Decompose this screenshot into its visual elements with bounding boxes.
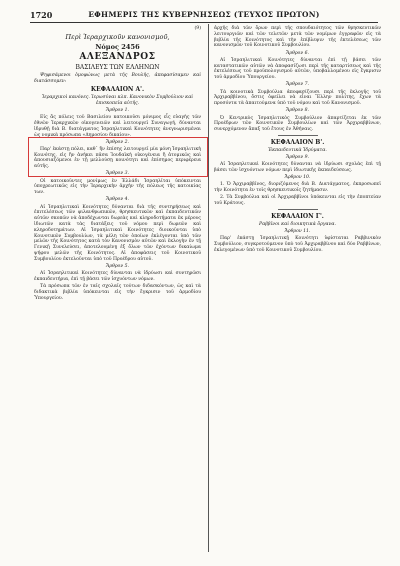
chapter-c: ΚΕΦΑΛΑΙΟΝ Γ'. bbox=[271, 212, 324, 220]
article-11-title: Ἄρθρον 11. bbox=[284, 228, 311, 234]
page-header bbox=[30, 10, 378, 22]
article-9-title: Ἄρθρον 9. bbox=[286, 154, 309, 160]
article-2-text: Παρ' ἑκάστῃ πόλει, καθ᾽ ἣν ἐπίσης λειτουργεῖ μία μόνη Ἱσραηλιτικὴ Κοινότης, εἰς ἣν ἀνήκει πᾶσα Ἰουδαϊκὴ οἰκογένεια ἢ ἀτομικῶς καὶ ἀπουσιαζόμενοι ἐν τῇ μελλούσῃ κοινότητι καὶ ἐπίσημος περιφέρεια αὐτῆς. bbox=[34, 146, 201, 170]
section-separator bbox=[278, 209, 318, 210]
article-2-title: Ἄρθρον 2. bbox=[106, 139, 129, 145]
chapter-b-title: Ἐκπαιδευτικὰ Ἱδρύματα. bbox=[268, 147, 327, 153]
article-1-title: Ἄρθρον 1. bbox=[106, 107, 129, 113]
column-divider bbox=[208, 24, 209, 552]
chapter-a-title: Ἱεραρχικοὶ κανόνες. Ἱερωσύναι κλπ. Κανονικὸν Συμβούλιον καὶ ἐπισκοπεῖα αὐτῆς. bbox=[41, 94, 194, 106]
article-10-para-2: 2. Τὰ Συμβούλια καὶ οἱ Ἀρχιραββῖνοι ὑπόκεινται εἰς τὴν ἐποπτείαν τοῦ Κράτους. bbox=[214, 195, 381, 207]
article-6-text: Αἱ Ἱσραηλιτικαὶ Κοινότητες δύνανται ἐπὶ τῇ βάσει τῶν καταστατικῶν αὐτῶν νὰ ἀποφασίζωσι περὶ τῆς καταρτίσεως καὶ τῆς ἐκτελέσεως τοῦ προϋπολογισμοῦ αὐτῶν, ὑποβαλλομένου εἰς ἔγκρισιν τοῦ ἁρμοδίου Ὑπουργείου. bbox=[214, 57, 381, 81]
page-number: 1720 bbox=[30, 10, 53, 20]
article-6-title: Ἄρθρον 6. bbox=[286, 50, 309, 56]
left-column bbox=[34, 26, 201, 303]
chapter-a: ΚΕΦΑΛΑΙΟΝ Α'. bbox=[90, 86, 145, 94]
chapter-b: ΚΕΦΑΛΑΙΟΝ Β'. bbox=[270, 138, 325, 146]
article-5-para-2: Τὰ πρόσωπα τῶν ἐν ταῖς σχολαῖς τούτων διδασκόντων, ὡς καὶ τὰ διδακτικὰ βιβλία ὑπόκεινται εἰς τὴν ἔγκρισιν τοῦ ἁρμοδίου Ὑπουργείου. bbox=[34, 284, 201, 301]
article-5-text: Αἱ Ἱσραηλιτικαὶ Κοινότητες δύνανται νὰ ἱδρύωσι καὶ συντηρῶσι ἐκπαιδευτήρια, ἐπὶ τῇ βάσει τῶν ἰσχυόντων νόμων. bbox=[34, 271, 201, 282]
article-4-title: Ἄρθρον 4. bbox=[106, 197, 129, 203]
gazette-title: ΕΦΗΜΕΡΙΣ ΤΗΣ ΚΥΒΕΡΝΗΣΕΩΣ (ΤΕΥΧΟΣ ΠΡΩΤΟΝ) bbox=[88, 10, 320, 19]
item-number: (9) bbox=[194, 26, 201, 31]
article-7-title: Ἄρθρον 7. bbox=[286, 82, 309, 88]
article-3-text: Οἱ κατοικοῦντες μονίμως ἐν Ἑλλάδι Ἰσραηλῖται ὑπόκεινται ὑποχρεωτικῶς εἰς τὴν Ἱεραρχικὴν ἀρχὴν τῆς πόλεως τῆς κατοικίας των. bbox=[34, 178, 201, 196]
article-1-text: Εἰς ἃς πόλεις τοῦ Βασιλείου κατοικοῦσι μόνιμος εἷς εὐαγὴς τῶν ἐθνῶν Ἱεραρχικῶν οἰκογενειῶν καὶ λειτουργεῖ Συναγωγή, δύνανται ἱδρυθῇ διὰ Β. διατάγματος Ἱσραηλιτικαὶ Κοινότητες ἀνεγνωρισμέναι ὡς νομικὰ πρόσωπα «Δημοσίου δικαίου». bbox=[34, 115, 201, 138]
continuation-text: ἀρχῆς διὰ τῶν ὅρων περὶ τῆς σπουδαιότητος τῶν θρησκευτικῶν λειτουργιῶν καὶ τῶν τελετῶν μετὰ τῶν νομίμων ἐγγραφῶν εἰς τὰ βιβλία τῆς Κοινότητος καὶ τὴν ἐπίβλεψιν τῆς ἐκτελέσεως τῶν κανονισμῶν τοῦ Κοινοτικοῦ Συμβουλίου. bbox=[214, 26, 381, 49]
article-5-title: Ἄρθρον 5. bbox=[106, 263, 129, 269]
article-3-title: Ἄρθρον 3. bbox=[106, 171, 129, 177]
right-column bbox=[214, 26, 381, 255]
preamble: Ψηφισάμενοι ὁμοφώνως μετὰ τῆς Βουλῆς, ἀπεφασίσαμεν καὶ διατάσσομεν: bbox=[34, 73, 201, 84]
article-7-text: Τὰ κοινοτικὰ Συμβούλια ἀποφασίζουσι περὶ τῆς ἐκλογῆς τοῦ Ἀρχιραββίνου, ὅστις ὀφείλει νὰ εἶναι Ἕλλην πολίτης, ἔχων τὰ προσόντα τὰ ἀπαιτούμενα ὑπὸ τοῦ νόμου καὶ τοῦ Κανονισμοῦ. bbox=[214, 89, 381, 107]
article-8-title: Ἄρθρον 8. bbox=[286, 108, 309, 114]
article-9-text: Αἱ Ἱσραηλιτικαὶ Κοινότητες δύνανται νὰ ἱδρύωσι σχολὰς ἐπὶ τῇ βάσει τῶν ἰσχυόντων νόμων περὶ ἰδιωτικῆς ἐκπαιδεύσεως. bbox=[214, 162, 381, 173]
king-name: ΑΛΕΞΑΝΔΡΟΣ bbox=[79, 51, 156, 62]
article-10-title: Ἄρθρον 10. bbox=[284, 175, 311, 181]
chapter-c-title: Ραββῖνοι καὶ διοικητικὰ ὄργανα. bbox=[259, 221, 336, 227]
article-4-text: Αἱ Ἱσραηλιτικαὶ Κοινότητες δύνανται διὰ τῆς συντηρήσεως καὶ ἐπιτελέσεως τῶν φιλανθρωπικῶν, θρησκευτικῶν καὶ ἐκπαιδευτικῶν αὐτῶν σκοπῶν νὰ ἀποδέχωνται δωρεὰς καὶ κληροδοτήματα ἐκ μέρους ἰδιωτῶν κατὰ τὰς διατάξεις τοῦ νόμου περὶ δωρεῶν καὶ κληροδοτημάτων. Αἱ Ἱσραηλιτικαὶ Κοινότητες διοικοῦνται ὑπὸ Κοινοτικῶν Συμβουλίων, τὰ μέλη τῶν ὁποίων ἐκλέγονται ὑπὸ τῶν μελῶν τῆς Κοινότητος κατὰ τὸν Κανονισμὸν αὐτῶν καὶ ἐκλογὴν ἐν τῇ Γενικῇ Συνελεύσει, ἀποτελουμένῃ ἐξ ὅλων τῶν ἐχόντων δικαίωμα ψήφου μελῶν τῆς Κοινότητος. Αἱ ἀποφάσεις τοῦ Κοινοτικοῦ Συμβουλίου ἐκτελοῦνται ὑπὸ τοῦ Προέδρου αὐτοῦ. bbox=[34, 204, 201, 262]
article-8-text: Ὁ Κεντρικὸς Ἰσραηλιτικὸς Συμβούλιον ἀπαρτίζεται ἐκ τῶν Προέδρων τῶν Κοινοτικῶν Συμβουλίων καὶ τῶν Ἀρχιραββίνων, συνερχόμενον ἅπαξ τοῦ ἔτους ἐν Ἀθήναις. bbox=[214, 115, 381, 133]
king-title: ΒΑΣΙΛΕΥΣ ΤΩΝ ΕΛΛΗΝΩΝ bbox=[75, 64, 160, 72]
section-separator bbox=[278, 135, 318, 136]
law-intro: Περὶ Ἱεραρχικοῦν κανονισμοῦ, bbox=[65, 33, 170, 42]
law-number: Νόμος 2456 bbox=[95, 42, 140, 51]
header-rule bbox=[30, 22, 378, 23]
article-10-text: 1. Ὁ Ἀρχιραββῖνος, διοριζόμενος διὰ Β. Διατάγματος, ἐκπροσωπεῖ τὴν Κοινότητα ἐν τοῖς θρησκευτικοῖς ζητήμασιν. bbox=[214, 182, 381, 194]
article-11-text: Παρ' ἑκάστῃ Ἱσραηλιτικῇ Κοινότητι ὑφίσταται Ραββινικὸν Συμβούλιον, συγκροτούμενον ὑπὸ τοῦ Ἀρχιραββίνου καὶ δύο Ραββίνων, ἐκλεγομένων ὑπὸ τοῦ Κοινοτικοῦ Συμβουλίου. bbox=[214, 235, 381, 253]
